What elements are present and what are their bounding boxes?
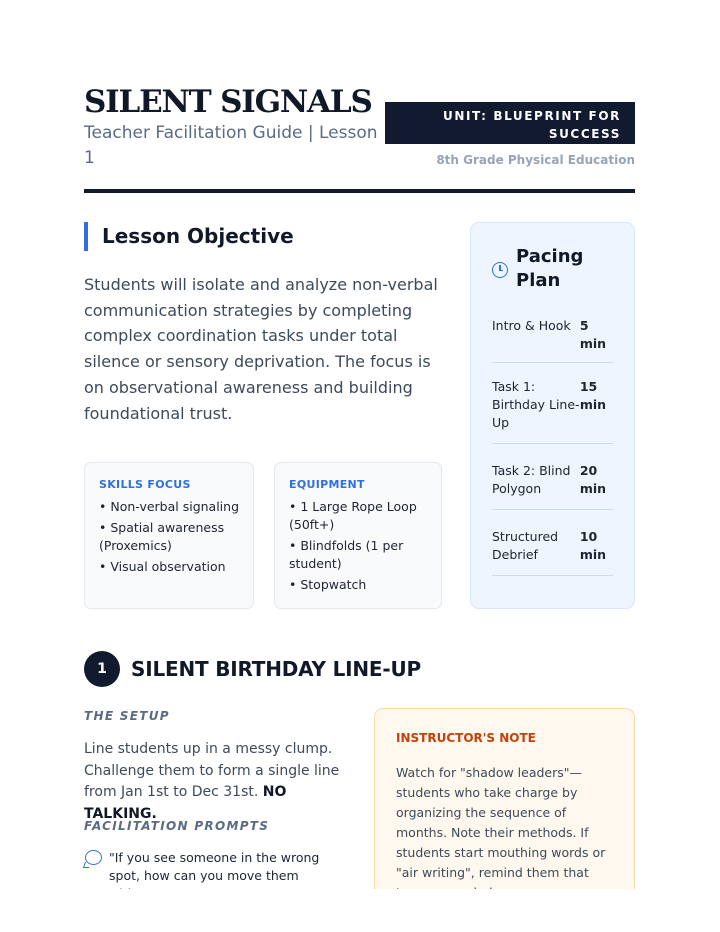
pacing-row — [492, 363, 613, 444]
pacing-row-label: Intro & Hook — [492, 318, 571, 333]
skills-card — [84, 462, 254, 609]
list-item: • Stopwatch — [289, 577, 367, 592]
speech-bubble-icon — [85, 850, 102, 865]
objective-heading: Lesson Objective — [84, 222, 294, 251]
step-title: SILENT BIRTHDAY LINE-UP — [131, 657, 421, 681]
setup-body: Line students up in a messy clump. Challenge them to form a single line from Jan 1st to Dec 31st. — [84, 741, 340, 800]
list-item: • Visual observation — [99, 559, 226, 574]
pacing-row-label: Task 2: Blind Polygon — [492, 463, 571, 496]
setup-emphasis: NO TALKING. — [84, 784, 287, 822]
skills-title: SKILLS FOCUS — [99, 478, 191, 491]
pacing-row — [492, 444, 613, 510]
clock-icon — [492, 262, 508, 278]
pacing-row-label: Task 1: Birthday Line-Up — [492, 379, 580, 430]
equipment-title: EQUIPMENT — [289, 478, 365, 491]
prompts-heading: FACILITATION PROMPTS — [84, 819, 270, 833]
equipment-list — [289, 498, 431, 594]
pacing-row-time: 10 min — [579, 529, 607, 562]
guide-title: SILENT SIGNALS — [84, 84, 372, 120]
pacing-panel — [470, 222, 635, 609]
grade-label: 8th Grade Physical Education — [436, 153, 635, 167]
note-title: INSTRUCTOR'S NOTE — [396, 731, 536, 745]
unit-banner: UNIT: BLUEPRINT FOR SUCCESS — [385, 102, 635, 144]
pacing-row-time: 5 min — [579, 318, 607, 351]
list-item: • Non-verbal signaling — [99, 499, 240, 514]
pacing-title: Pacing Plan — [516, 246, 584, 291]
prompt-text: "If you see someone in the wrong spot, how can you move them — [109, 850, 320, 883]
pacing-row — [492, 317, 613, 363]
pacing-row-time: 15 min — [579, 379, 607, 412]
page-cutoff — [0, 889, 720, 932]
list-item: • Blindfolds (1 per student) — [289, 538, 404, 571]
pacing-row-time: 20 min — [579, 463, 607, 496]
pacing-row — [492, 510, 613, 576]
header-divider — [84, 189, 635, 193]
note-text: Watch for "shadow leaders"—students who take charge by organizing the sequence of months. Note their methods. If students start mouthing words or "air writing", remind them that — [396, 765, 606, 880]
step-number-badge: 1 — [84, 651, 120, 687]
equipment-card — [274, 462, 442, 609]
pacing-header — [492, 245, 613, 303]
objective-text: Students will isolate and analyze non-verbal communication strategies by completing complex coordination tasks under total silence or sensory deprivation. The focus is on observational awareness and building foundational trust. — [84, 275, 438, 423]
pacing-row-label: Structured Debrief — [492, 529, 559, 562]
list-item: • Spatial awareness (Proxemics) — [99, 520, 225, 553]
skills-list — [99, 498, 243, 576]
setup-text — [84, 739, 354, 825]
list-item: • 1 Large Rope Loop (50ft+) — [289, 499, 417, 532]
setup-heading: THE SETUP — [84, 709, 170, 723]
guide-subtitle: Teacher Facilitation Guide | Lesson 1 — [84, 123, 378, 168]
